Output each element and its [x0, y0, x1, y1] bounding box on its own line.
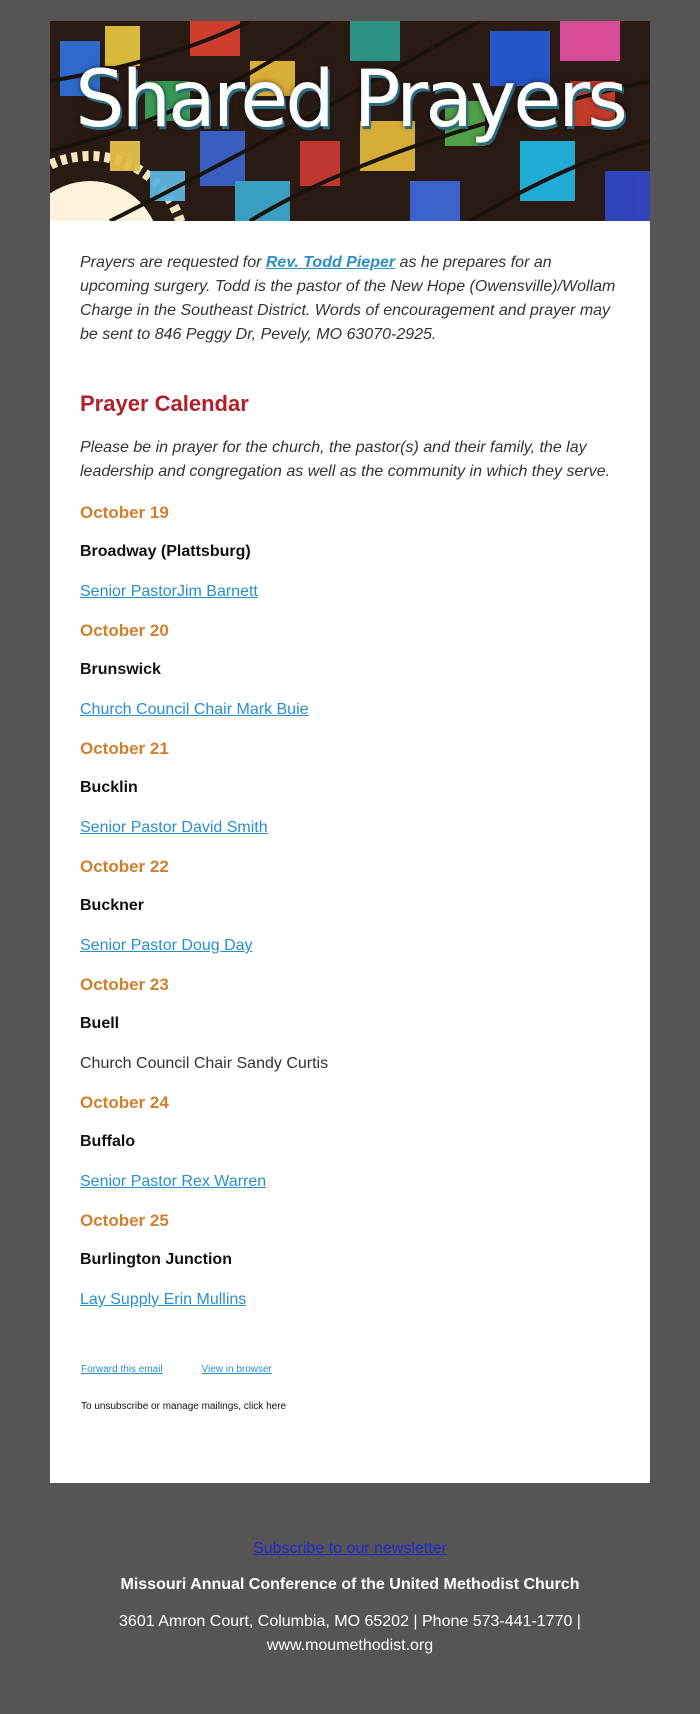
intro-text-after: as he prepares for an upcoming surgery. Todd is the pastor of the New Hope (Owensville)/Wollam Charge in the Southeast District. Words of encouragement and prayer may be sent to 846 Peggy Dr, Pevely, MO 63070-2925. — [80, 254, 616, 343]
entry-date: October 19 — [80, 503, 169, 522]
entry-date: October 24 — [80, 1093, 169, 1112]
entry-date: October 25 — [80, 1211, 169, 1230]
forward-email-link[interactable]: Forward this email — [81, 1364, 163, 1375]
entry-person-link[interactable]: Church Council Chair Mark Buie — [80, 701, 309, 718]
prayer-calendar-intro: Please be in prayer for the church, the pastor(s) and their family, the lay leadership and congregation as well as the community in which they serve. — [80, 439, 611, 480]
entry-church: Brunswick — [80, 661, 161, 678]
entry-person-link[interactable]: Lay Supply Erin Mullins — [80, 1291, 247, 1308]
entry-date: October 20 — [80, 621, 169, 640]
prayer-calendar-title: Prayer Calendar — [80, 391, 249, 416]
subscribe-newsletter-link[interactable]: Subscribe to our newsletter — [253, 1540, 447, 1557]
organization-name: Missouri Annual Conference of the United Methodist Church — [120, 1576, 580, 1593]
entry-church: Bucklin — [80, 779, 138, 796]
address-line: 3601 Amron Court, Columbia, MO 65202 | Phone 573-441-1770 | — [119, 1613, 581, 1630]
entry-date: October 21 — [80, 739, 169, 758]
entry-church: Buffalo — [80, 1133, 136, 1150]
calendar-entry — [80, 1210, 620, 1310]
entry-date: October 23 — [80, 975, 169, 994]
entry-church: Buell — [80, 1015, 120, 1032]
rev-todd-pieper-link[interactable]: Rev. Todd Pieper — [265, 254, 396, 271]
prayer-request-intro — [80, 251, 620, 347]
entry-church: Burlington Junction — [80, 1251, 232, 1268]
entry-person-link[interactable]: Senior Pastor Rex Warren — [80, 1173, 267, 1190]
header-banner — [50, 21, 650, 221]
calendar-entry — [80, 738, 620, 838]
utility-links — [80, 1364, 620, 1375]
entry-person: Church Council Chair Sandy Curtis — [80, 1055, 329, 1072]
newsletter-card — [50, 21, 650, 1483]
banner-title: Shared Prayers — [75, 55, 625, 145]
footer — [0, 1540, 700, 1658]
unsubscribe-link[interactable]: To unsubscribe or manage mailings, click here — [81, 1401, 287, 1412]
content — [50, 221, 650, 1412]
calendar-entry — [80, 974, 620, 1074]
calendar-entry — [80, 620, 620, 720]
entry-person-link[interactable]: Senior Pastor David Smith — [80, 819, 268, 836]
view-in-browser-link[interactable]: View in browser — [201, 1364, 272, 1375]
entry-church: Broadway (Plattsburg) — [80, 543, 251, 560]
intro-text-before: Prayers are requested for — [80, 254, 266, 271]
entry-person-link[interactable]: Senior Pastor Doug Day — [80, 937, 253, 954]
calendar-entry — [80, 502, 620, 602]
calendar-entry — [80, 856, 620, 956]
organization-address — [0, 1610, 700, 1658]
entry-person-link[interactable]: Senior PastorJim Barnett — [80, 583, 258, 600]
calendar-entry — [80, 1092, 620, 1192]
entry-date: October 22 — [80, 857, 169, 876]
website-text: www.moumethodist.org — [266, 1637, 434, 1654]
entry-church: Buckner — [80, 897, 145, 914]
